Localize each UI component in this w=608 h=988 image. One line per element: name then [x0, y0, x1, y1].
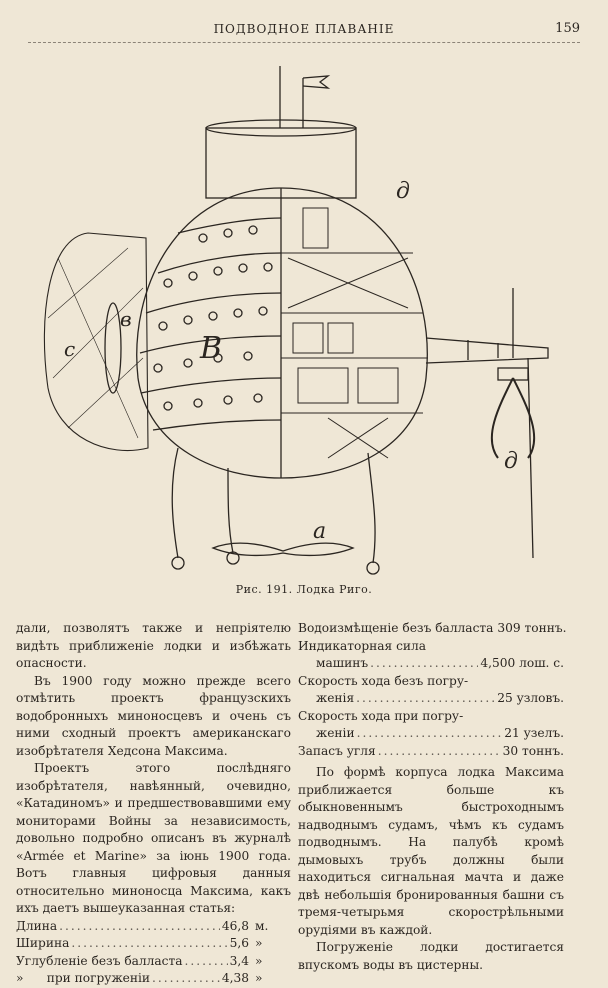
label-c: с [64, 337, 76, 361]
label-v: в [120, 307, 132, 331]
spec-row [298, 743, 564, 761]
spec-row [16, 970, 291, 988]
leader-dots [152, 970, 220, 988]
spec-label: Углубленіе безъ балласта [16, 953, 183, 968]
spec-label-line: Скорость хода безъ погру- [298, 673, 469, 688]
spec-label-line: Индикаторная сила [298, 638, 427, 653]
spec-row [298, 725, 564, 743]
spec-label: Водоизмѣщеніе безъ балласта [298, 621, 494, 635]
spec-value: 25 узловъ. [497, 691, 564, 705]
spec-value: 21 узелъ. [504, 726, 564, 740]
page-number: 159 [555, 21, 580, 36]
spec-value: 46,8 [221, 918, 249, 933]
leader-dots [59, 918, 220, 936]
page-header [28, 20, 580, 43]
paragraph: дали, позволятъ также и непріятелю видѣть приближеніе лодки и избѣжать опасности. [16, 621, 291, 670]
spec-row [16, 953, 291, 971]
label-a: а [313, 519, 327, 544]
spec-row [16, 918, 291, 936]
running-head: ПОДВОДНОЕ ПЛАВАНІЕ [213, 22, 395, 36]
leader-dots [357, 725, 503, 743]
paragraph: Погруженіе лодки достигается впускомъ воды въ цистерны. [298, 940, 564, 972]
leader-dots [370, 655, 478, 673]
spec-row [298, 690, 564, 708]
spec-row [298, 620, 567, 638]
spec-label: Запасъ угля [298, 743, 376, 758]
spec-value: 4,38 [221, 971, 249, 985]
spec-value: 30 тоннъ. [502, 743, 564, 758]
leader-dots [378, 743, 501, 761]
spec-label: Ширина [16, 936, 70, 950]
label-d-top: д [396, 179, 410, 204]
spec-value: 309 тоннъ. [497, 621, 567, 635]
spec-label: женія [316, 691, 355, 705]
spec-label: женіи [316, 726, 355, 740]
spec-value: 4,500 лош. с. [480, 656, 564, 670]
spec-row [298, 655, 564, 673]
spec-unit: » [255, 936, 263, 950]
spec-label: » при погруженіи [16, 971, 151, 985]
spec-label-line: Скорость хода при погру- [298, 708, 464, 723]
spec-label: машинъ [316, 656, 369, 670]
spec-label: Длина [16, 918, 58, 933]
right-column [298, 620, 567, 974]
paragraph: Въ 1900 году можно прежде всего отмѣтить проектъ французскихъ водобронныхъ миноносцевъ и очень съ ними сходный проектъ американскаго изобрѣтателя Хедсона Максима. [16, 673, 291, 758]
label-d-claw: д [504, 449, 518, 474]
leader-dots [185, 953, 228, 971]
left-column [16, 620, 291, 988]
spec-value: 5,6 [229, 936, 249, 950]
spec-unit: » [255, 953, 263, 968]
label-big-v: В [200, 331, 223, 366]
submarine-illustration [28, 58, 580, 578]
leader-dots [356, 690, 495, 708]
spec-value: 3,4 [229, 953, 249, 968]
paragraph: По формѣ корпуса лодка Максима приближается больше къ обыкновеннымъ быстроходнымъ надводнымъ судамъ, чѣмъ къ судамъ подводнымъ. На палубѣ кромѣ дымовыхъ трубъ должны были находиться сигнальная мачта и даже двѣ небольшія бронированныя башни съ тремя-четырьмя скорострѣльными орудіями въ каждой. [298, 765, 564, 937]
spec-unit: » [255, 971, 263, 985]
paragraph: Проектъ этого послѣдняго изобрѣтателя, навѣянный, очевидно, «Катадиномъ» и предшествовавшими ему мониторами Войны за независимость, довольно подробно описанъ въ журналѣ «Armée et Marine» за іюнь 1900 года. Вотъ главныя цифровыя данныя относительно миноносца Максима, какъ ихъ даетъ вышеуказанная статья: [16, 761, 291, 915]
spec-unit: м. [255, 918, 269, 933]
figure-caption: Рис. 191. Лодка Риго. [235, 583, 373, 596]
